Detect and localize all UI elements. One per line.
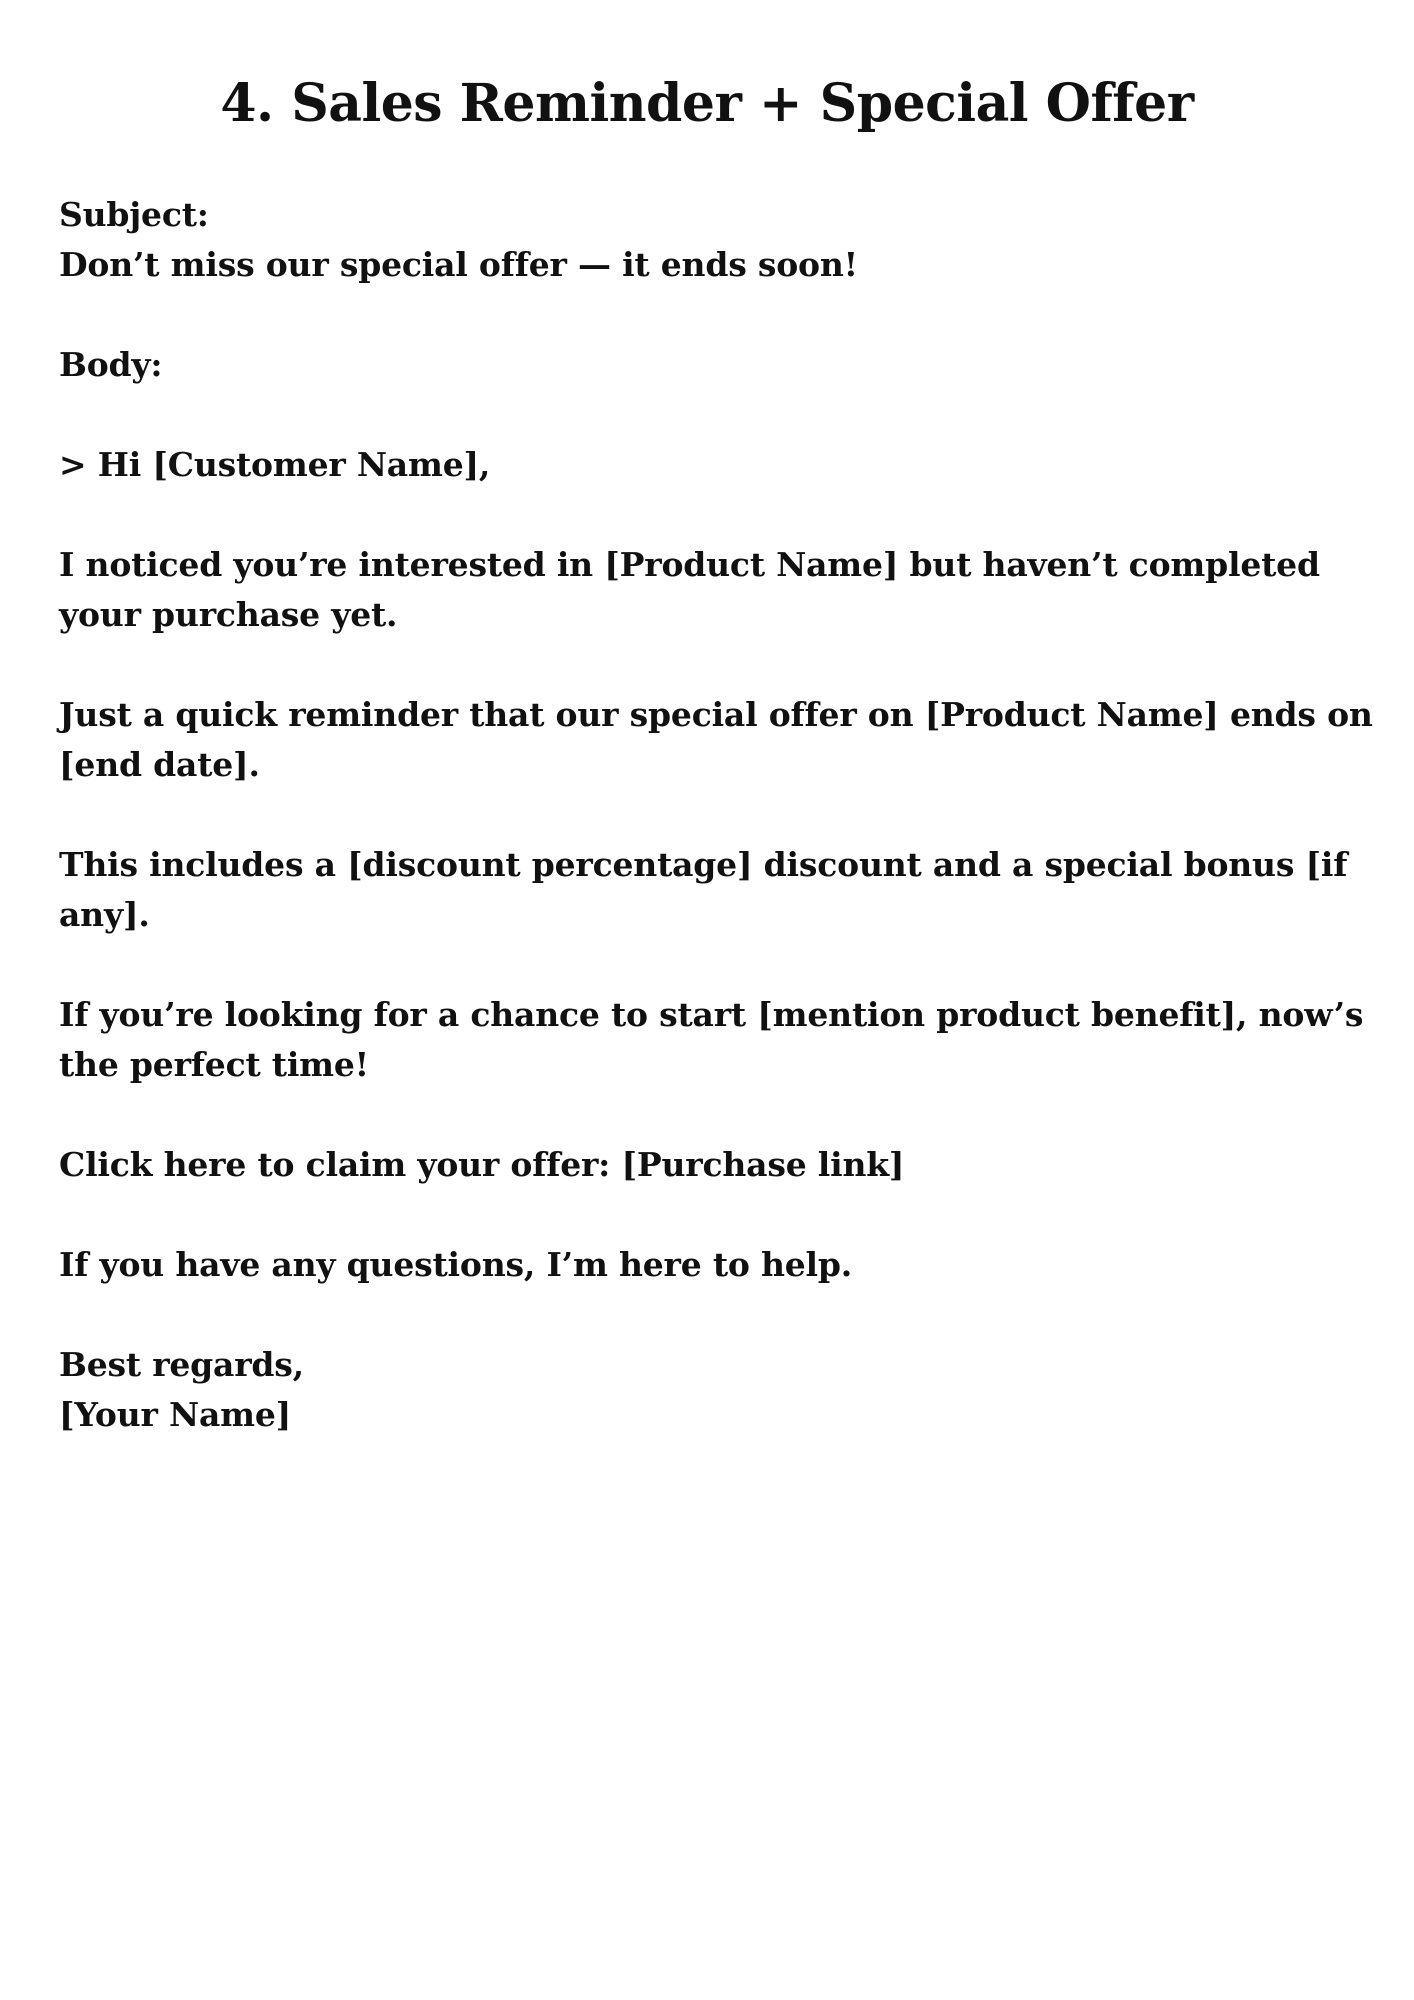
spacer — [59, 940, 1359, 990]
greeting: > Hi [Customer Name], — [59, 445, 491, 484]
spacer — [59, 1290, 1359, 1340]
page-title: 4. Sales Reminder + Special Offer — [220, 73, 1194, 134]
closing: Best regards, — [59, 1345, 304, 1384]
spacer — [59, 290, 1359, 340]
call-to-action: Click here to claim your offer: [Purchase link] — [59, 1145, 905, 1184]
spacer — [59, 1090, 1359, 1140]
paragraph-2-line-1: Just a quick reminder that our special offer on [Product Name] ends on — [59, 695, 1373, 734]
email-template — [59, 190, 1373, 1440]
paragraph-1-line-2: your purchase yet. — [59, 595, 398, 634]
body-label: Body: — [59, 345, 163, 384]
paragraph-2-line-2: [end date]. — [59, 745, 260, 784]
paragraph-3-line-2: any]. — [59, 895, 150, 934]
spacer — [59, 390, 1359, 440]
help-line: If you have any questions, I’m here to help. — [59, 1245, 853, 1284]
paragraph-4-line-1: If you’re looking for a chance to start [mention product benefit], now’s — [59, 995, 1364, 1034]
paragraph-1-line-1: I noticed you’re interested in [Product Name] but haven’t completed — [59, 545, 1320, 584]
spacer — [59, 640, 1359, 690]
subject-label: Subject: — [59, 195, 209, 234]
signature: [Your Name] — [59, 1395, 292, 1434]
paragraph-4-line-2: the perfect time! — [59, 1045, 369, 1084]
subject-text: Don’t miss our special offer — it ends soon! — [59, 245, 858, 284]
spacer — [59, 1190, 1359, 1240]
spacer — [59, 790, 1359, 840]
spacer — [59, 490, 1359, 540]
paragraph-3-line-1: This includes a [discount percentage] discount and a special bonus [if — [59, 845, 1348, 884]
